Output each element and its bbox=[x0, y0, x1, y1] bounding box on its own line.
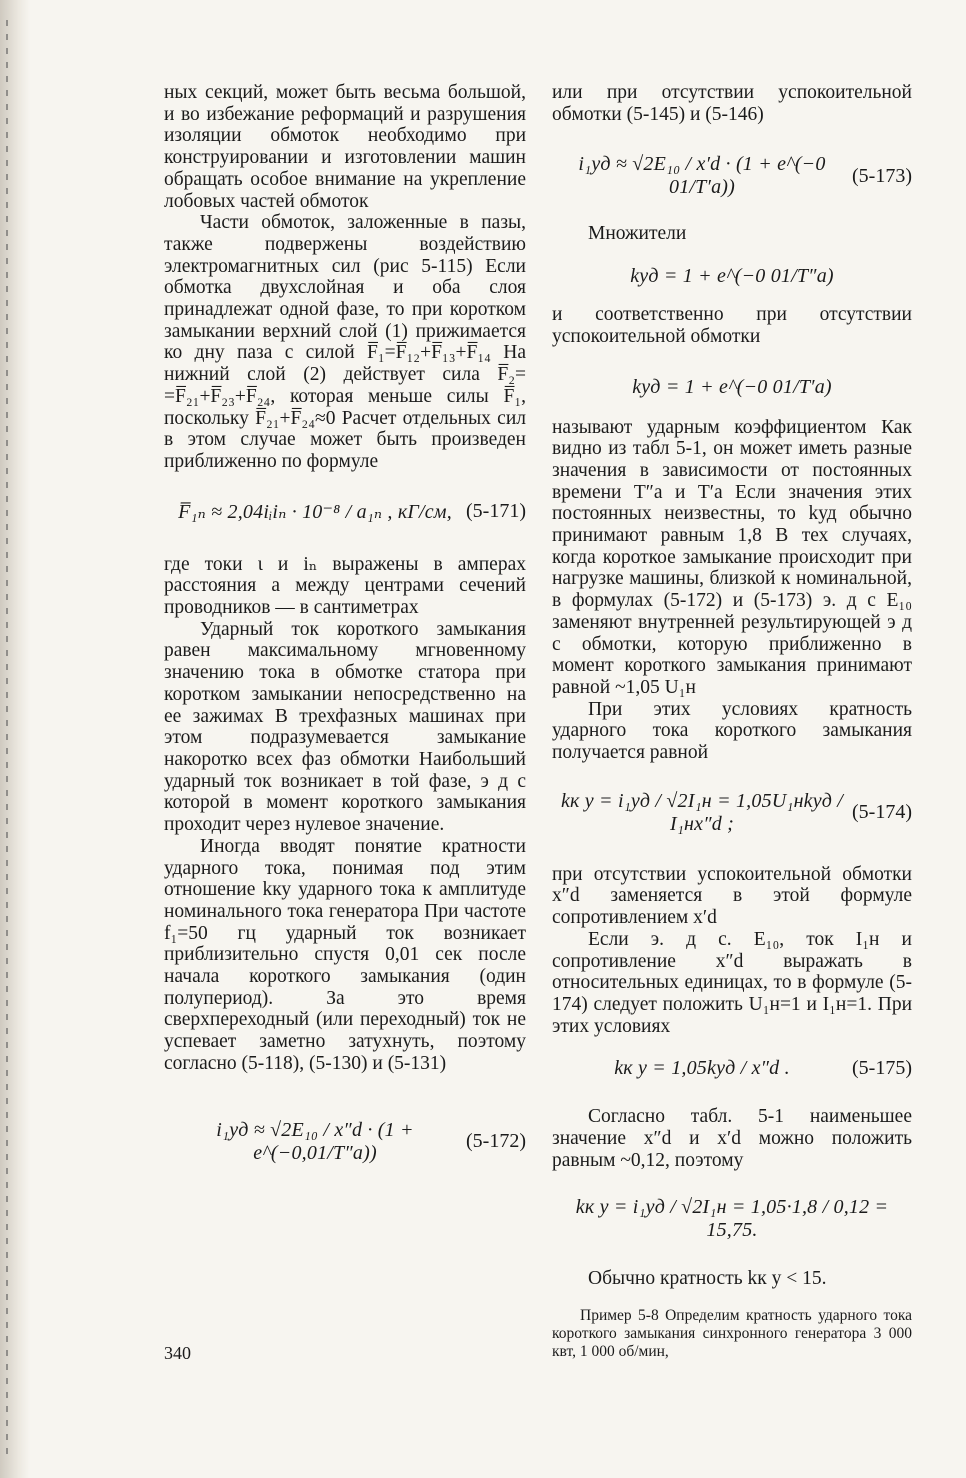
equation-expression: kк у = i₁уд / √2I₁н = 1,05·1,8 / 0,12 = 15,75. bbox=[575, 1195, 889, 1241]
paragraph: ных секций, может быть весьма большой, и во избежание реформаций и разрушения изоляции обмоток необходимо при конструировании и изготовлении машин обращать особое внимание на укрепление лобовых частей обмоток bbox=[164, 82, 526, 212]
paragraph: При этих условиях кратность ударного тока короткого замыкания получается равной bbox=[552, 698, 912, 764]
right-column bbox=[552, 82, 912, 1361]
equation-5-171 bbox=[164, 499, 526, 524]
equation-k-ud-damper bbox=[552, 265, 912, 288]
equation-number: (5-173) bbox=[852, 164, 912, 187]
equation-number: (5-174) bbox=[852, 801, 912, 824]
left-column bbox=[164, 82, 526, 1165]
equation-expression: F̅₁ₙ ≈ 2,04iᵢiₙ · 10⁻⁸ / a₁ₙ , кГ/см, bbox=[178, 500, 452, 523]
equation-5-175 bbox=[552, 1057, 912, 1080]
paragraph: Согласно табл. 5-1 наименьшее значение x″d и x′d можно положить равным ~0,12, поэтому bbox=[552, 1106, 912, 1171]
paragraph: Ударный ток короткого замыкания равен максимальному мгновенному значению тока в обмотке статора при коротком замыкании непосредственно на ее зажимах В трехфазных машинах при этом подразумевается замыкание накоротко всех фаз обмотки Наибольший ударный ток возникает в той фазе, э д с которой в момент короткого замыкания проходит через нулевое значение. bbox=[164, 618, 526, 836]
equation-number: (5-172) bbox=[466, 1130, 526, 1153]
equation-expression: kуд = 1 + e^(−0 01/T″a) bbox=[630, 265, 834, 288]
paragraph: называют ударным коэффициентом Как видно из табл 5-1, он может иметь разные значения в зависимости от постоянных времени T″a и T′a Если значения этих постоянных неизвестны, то kуд обычно принимают равным 1,8 В тех случаях, когда короткое замыкание происходит при нагрузке машины, близкой к номинальной, в формулах (5-172) и (5-173) э. д с E₁₀ заменяют внутренней результирующей э д с обмотки, которую приближенно в момент короткого замыкания принимают равной ~1,05 U₁н bbox=[552, 416, 912, 698]
equation-k-ud-no-damper bbox=[552, 376, 912, 399]
paragraph: и соответственно при отсутствии успокоительной обмотки bbox=[552, 304, 912, 347]
equation-expression: kк у = 1,05kуд / x″d . bbox=[614, 1057, 790, 1080]
example-paragraph: Пример 5-8 Определим кратность ударного тока короткого замыкания синхронного генератора 3 000 квт, 1 000 об/мин, bbox=[552, 1307, 912, 1361]
paragraph: Иногда вводят понятие кратности ударного тока, понимая под этим отношение kку ударного тока к амплитуде номинального тока генератора При частоте f₁=50 гц ударный ток возникает приблизительно спустя 0,01 сек после начала короткого замыкания (один полупериод). За это время сверхпереходный (или переходный) ток не успевает заметно затухнуть, поэтому согласно (5-118), (5-130) и (5-131) bbox=[164, 835, 526, 1074]
equation-expression: kк у = i₁уд / √2I₁н = 1,05U₁нkуд / I₁нx″d ; bbox=[560, 789, 844, 835]
equation-5-173 bbox=[552, 153, 912, 199]
paragraph: Если э. д с. E₁₀, ток I₁н и сопротивление x″d выражать в относительных единицах, то в формуле (5-174) следует положить U₁н=1 и I₁н=1. При этих условиях bbox=[552, 928, 912, 1037]
paragraph: где токи ι и iₙ выражены в амперах расстояния a между центрами сечений проводников — в сантиметрах bbox=[164, 553, 526, 619]
paragraph: Части обмоток, заложенные в пазы, также подвержены воздействию электромагнитных сил (рис 5-115) Если обмотка двухслойная и оба слоя принадлежат одной фазе, то при коротком замыкании верхний слой (1) прижимается ко дну паза с силой F̅₁=F̅₁₂+F̅₁₃+F̅₁₄ На нижний слой (2) действует сила F̅₂= =F̅₂₁+F̅₂₃+F̅₂₄, которая меньше силы F̅₁, поскольку F̅₂₁+F̅₂₄≈0 Расчет отдельных сил в этом случае может быть произведен приближенно по формуле bbox=[164, 212, 526, 472]
equation-expression: i₁уд ≈ √2E₁₀ / x″d · (1 + e^(−0,01/T″a)) bbox=[216, 1118, 414, 1164]
page-number: 340 bbox=[164, 1343, 191, 1363]
equation-5-172 bbox=[164, 1119, 526, 1165]
equation-k-ky-numeric bbox=[552, 1196, 912, 1242]
paragraph: или при отсутствии успокоительной обмотки (5-145) и (5-146) bbox=[552, 82, 912, 125]
page-binding-edge bbox=[0, 0, 30, 1478]
equation-expression: i₁уд ≈ √2E₁₀ / x′d · (1 + e^(−0 01/T′a)) bbox=[578, 153, 826, 199]
equation-5-174 bbox=[552, 790, 912, 836]
paragraph: Множители bbox=[588, 223, 687, 245]
equation-number: (5-171) bbox=[466, 499, 526, 522]
paragraph: Обычно кратность kк у < 15. bbox=[588, 1267, 827, 1289]
paragraph: при отсутствии успокоительной обмотки x″d заменяется в этой формуле сопротивлением x′d bbox=[552, 863, 912, 929]
equation-expression: kуд = 1 + e^(−0 01/T′a) bbox=[632, 375, 832, 398]
equation-number: (5-175) bbox=[852, 1057, 912, 1080]
